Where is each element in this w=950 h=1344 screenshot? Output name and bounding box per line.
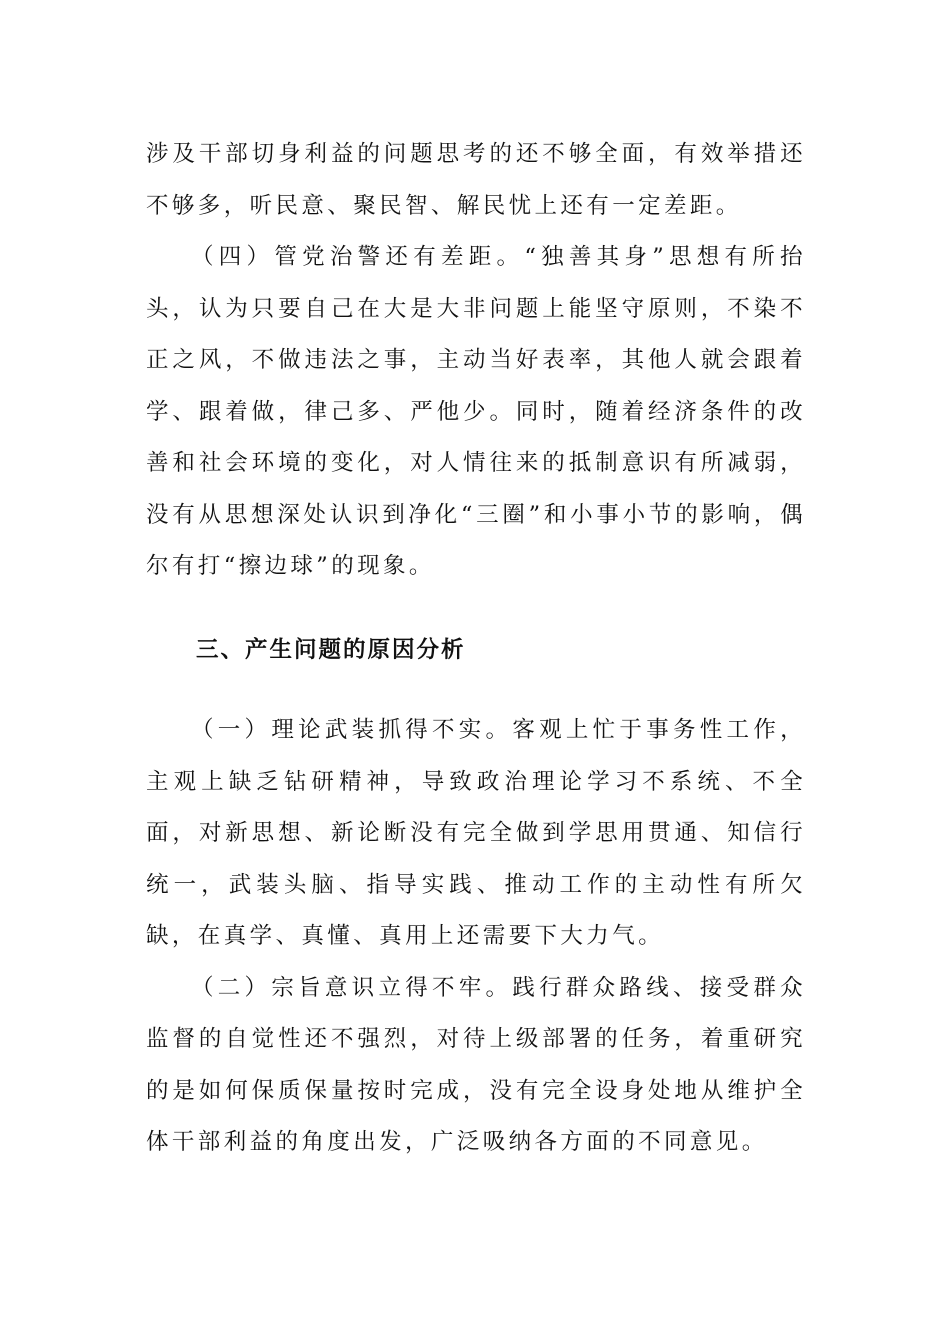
paragraph-continuation: 涉及干部切身利益的问题思考的还不够全面，有效举措还不够多，听民意、聚民智、解民忧上还有一定差距。 [146,141,806,219]
paragraph-section-3-1: （一）理论武装抓得不实。客观上忙于事务性工作，主观上缺乏钻研精神，导致政治理论学习不系统、不全面，对新思想、新论断没有完全做到学思用贯通、知信行统一，武装头脑、指导实践、推动工作的主动性有所欠缺，在真学、真懂、真用上还需要下大力气。 [146,717,806,949]
section-heading-3: 三、产生问题的原因分析 [196,636,466,663]
paragraph-section-3-2: （二）宗旨意识立得不牢。践行群众路线、接受群众监督的自觉性还不强烈，对待上级部署的任务，着重研究的是如何保质保量按时完成，没有完全设身处地从维护全体干部利益的角度出发，广泛吸纳各方面的不同意见。 [146,974,806,1155]
document-body [146,129,806,1169]
paragraph-section-2-4: （四）管党治警还有差距。“独善其身”思想有所抬头，认为只要自己在大是大非问题上能坚守原则，不染不正之风，不做违法之事，主动当好表率，其他人就会跟着学、跟着做，律己多、严他少。同时，随着经济条件的改善和社会环境的变化，对人情往来的抵制意识有所减弱，没有从思想深处认识到净化“三圈”和小事小节的影响，偶尔有打“擦边球”的现象。 [146,244,806,579]
